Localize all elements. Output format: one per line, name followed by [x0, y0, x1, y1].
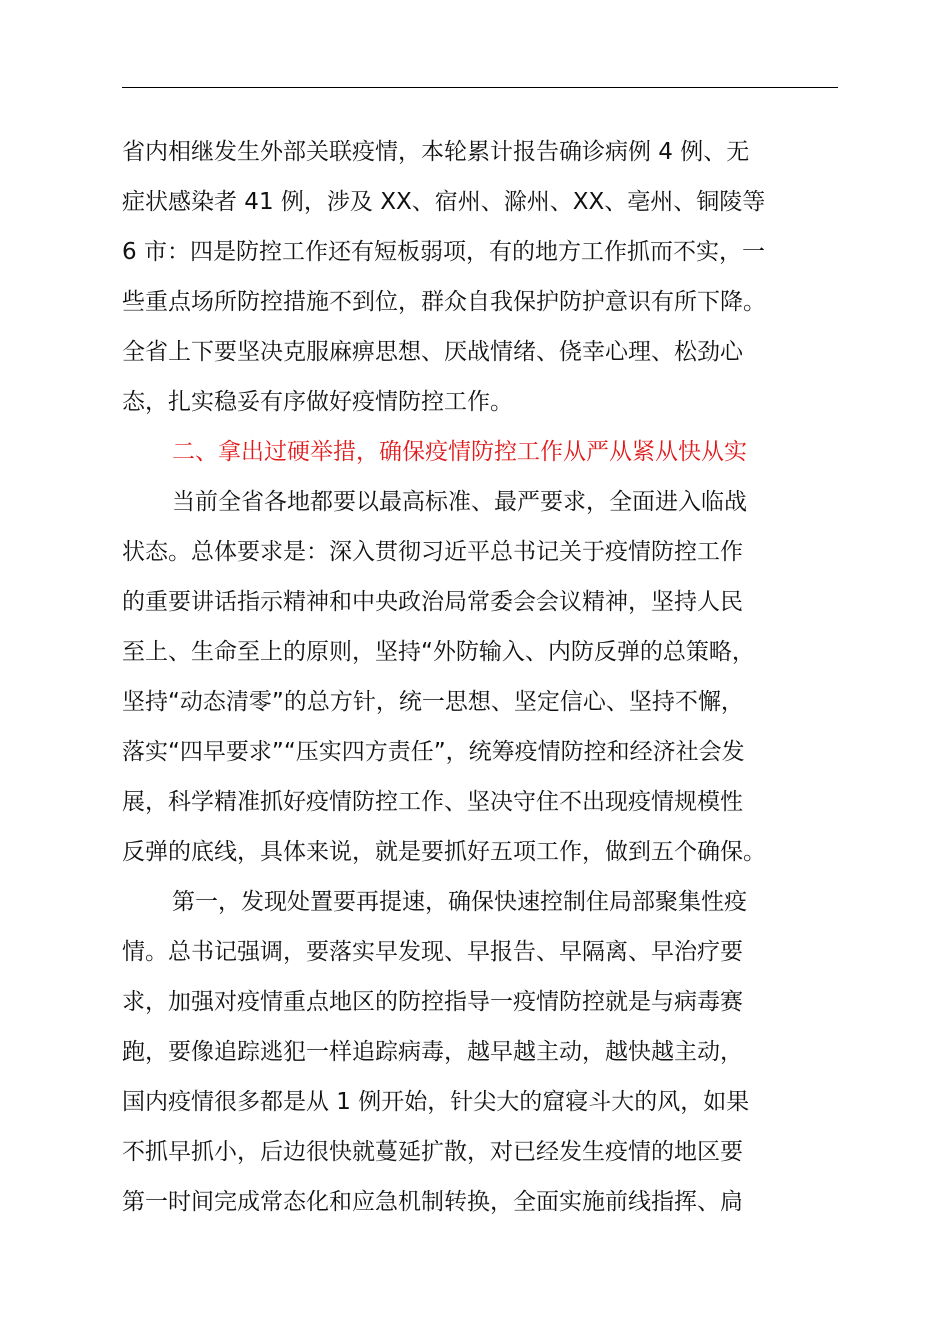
text-line: 6 市：四是防控工作还有短板弱项，有的地方工作抓而不实，一	[122, 239, 765, 265]
text-line: 情。总书记强调，要落实早发现、早报告、早隔离、早治疗要	[122, 939, 743, 965]
text-line: 至上、生命至上的原则，坚持“外防输入、内防反弹的总策略，	[122, 639, 755, 665]
paragraph-first-point	[122, 877, 838, 1227]
text-line: 展，科学精准抓好疫情防控工作、坚决守住不出现疫情规模性	[122, 789, 743, 815]
header-rule	[122, 87, 838, 88]
text-line: 跑，要像追踪逃犯一样追踪病毒，越早越主动，越快越主动，	[122, 1039, 743, 1065]
text-line: 不抓早抓小，后边很快就蔓延扩散，对已经发生疫情的地区要	[122, 1139, 743, 1165]
text-line: 国内疫情很多都是从 1 例开始，针尖大的窟寝斗大的风，如果	[122, 1089, 750, 1115]
paragraph-overall-requirements	[122, 477, 838, 877]
document-body	[122, 127, 838, 1227]
text-line: 反弹的底线，具体来说，就是要抓好五项工作，做到五个确保。	[122, 839, 766, 865]
text-line: 的重要讲话指示精神和中央政治局常委会会议精神，坚持人民	[122, 589, 743, 615]
text-line: 省内相继发生外部关联疫情，本轮累计报告确诊病例 4 例、无	[122, 139, 750, 165]
paragraph-continued	[122, 127, 838, 427]
text-line: 些重点场所防控措施不到位，群众自我保护防护意识有所下降。	[122, 289, 766, 315]
text-line: 全省上下要坚决克服麻痹思想、厌战情绪、侥幸心理、松劲心	[122, 339, 743, 365]
text-line: 状态。总体要求是：深入贯彻习近平总书记关于疫情防控工作	[122, 539, 743, 565]
text-line: 求，加强对疫情重点地区的防控指导一疫情防控就是与病毒赛	[122, 989, 743, 1015]
text-line: 落实“四早要求”“压实四方责任”，统筹疫情防控和经济社会发	[122, 739, 745, 765]
text-line: 当前全省各地都要以最高标准、最严要求，全面进入临战	[172, 489, 747, 515]
text-line: 第一，发现处置要再提速，确保快速控制住局部聚集性疫	[172, 889, 747, 915]
text-line: 症状感染者 41 例，涉及 XX、宿州、滁州、XX、亳州、铜陵等	[122, 189, 766, 215]
section-heading: 二、拿出过硬举措，确保疫情防控工作从严从紧从快从实	[172, 439, 747, 465]
text-line: 坚持“动态清零”的总方针，统一思想、坚定信心、坚持不懈，	[122, 689, 744, 715]
text-line: 第一时间完成常态化和应急机制转换，全面实施前线指挥、扃	[122, 1189, 743, 1215]
text-line: 态，扎实稳妥有序做好疫情防控工作。	[122, 389, 513, 415]
